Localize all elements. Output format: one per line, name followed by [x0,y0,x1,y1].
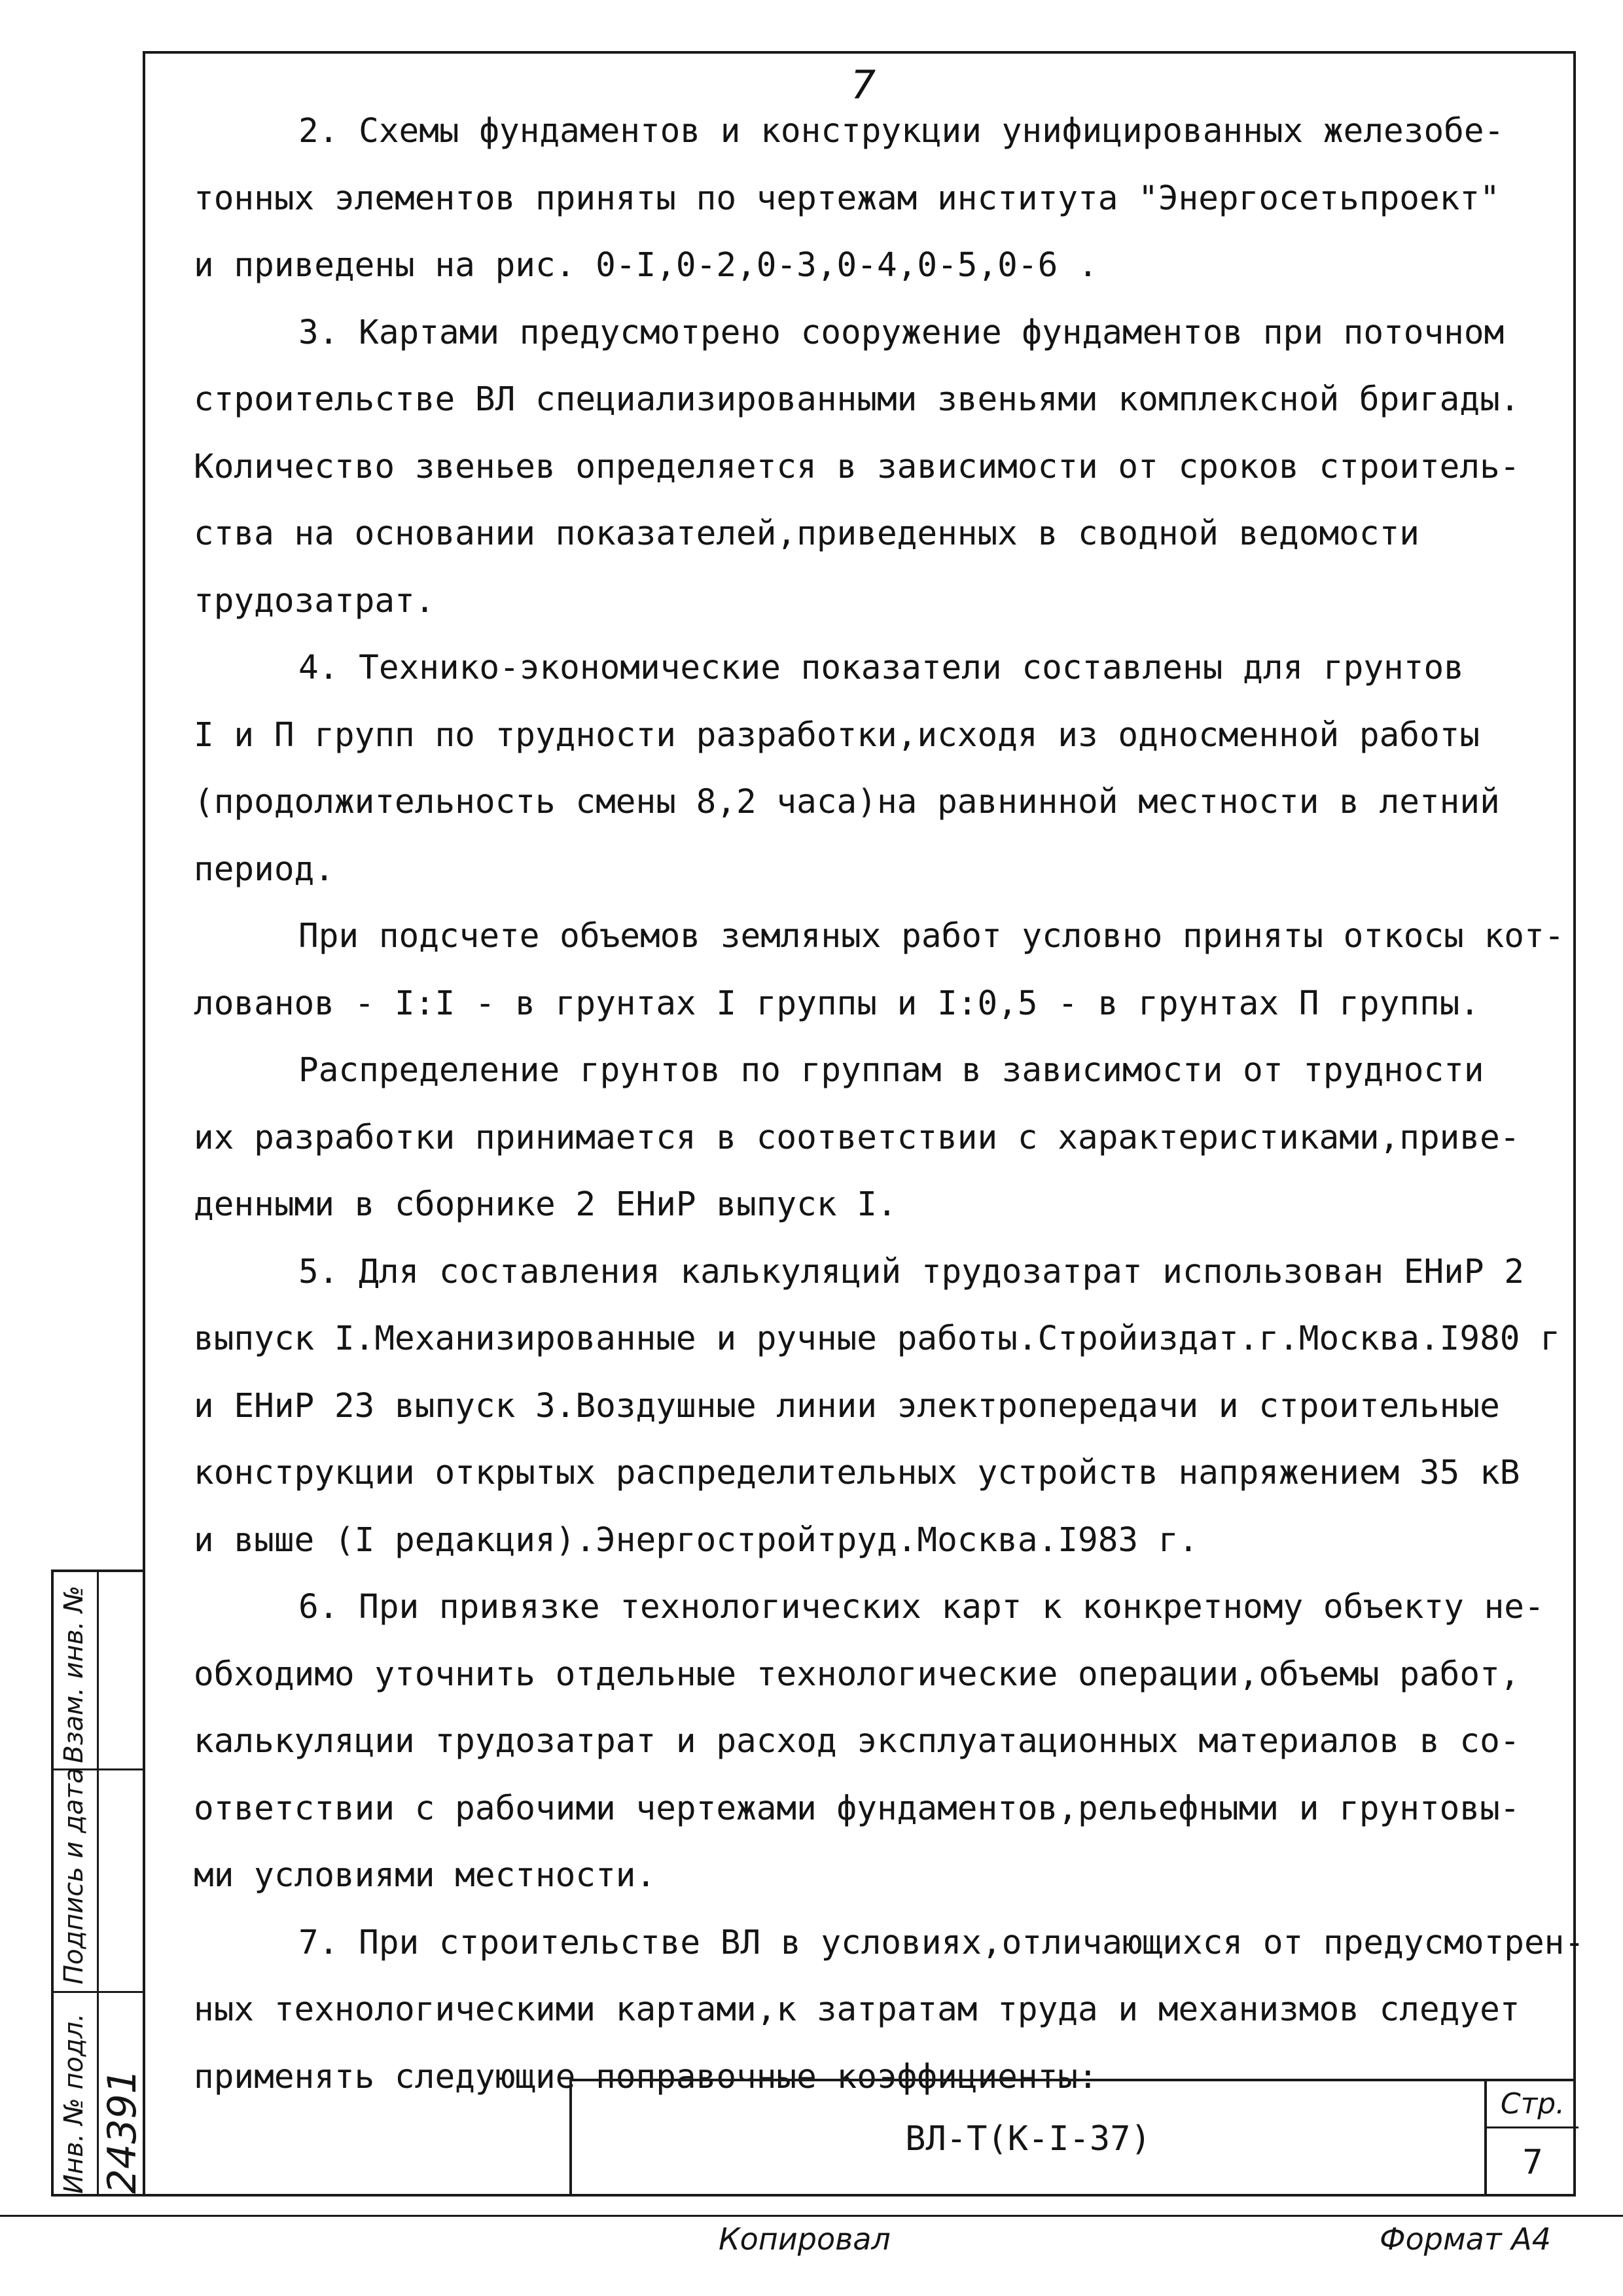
text-line: При подсчете объемов земляных работ условно приняты откосы кот- [298,917,1565,956]
page-number: 7 [851,62,876,108]
stamp-inv-label: Инв. № подл. [59,2013,89,2194]
text-line: их разработки принимается в соответствии с характеристиками,приве- [194,1118,1520,1157]
text-line: и приведены на рис. 0-I,0-2,0-3,0-4,0-5,0-6 . [194,246,1098,285]
text-line: ответствии с рабочими чертежами фундаментов,рельефными и грунтовы- [194,1789,1520,1828]
text-line: тонных элементов приняты по чертежам института "Энергосетьпроект" [194,179,1500,218]
text-line: трудозатрат. [194,581,435,620]
bottom-rule [0,2215,1623,2217]
text-line: 6. При привязке технологических карт к конкретному объекту не- [298,1588,1544,1626]
text-line: конструкции открытых распределительных устройств напряжением 35 кВ [194,1454,1520,1492]
title-block [569,2079,1576,2197]
body-text [194,98,1585,2111]
text-line: Количество звеньев определяется в зависимости от сроков строитель- [194,447,1520,486]
text-line: обходимо уточнить отдельные технологические операции,объемы работ, [194,1655,1520,1694]
stamp-vzam-label: Взам. инв. № [59,1585,89,1763]
text-line: (продолжительность смены 8,2 часа)на равнинной местности в летний [194,783,1500,821]
text-line: 4. Технико-экономические показатели составлены для грунтов [298,649,1464,687]
text-line: лованов - I:I - в грунтах I группы и I:0,5 - в грунтах П группы. [194,984,1480,1023]
text-line: 7. При строительстве ВЛ в условиях,отличающихся от предусмотрен- [298,1923,1585,1962]
text-line: применять следующие поправочные коэффициенты: [194,2057,1098,2096]
text-line: и выше (I редакция).Энергостройтруд.Москва.I983 г. [194,1520,1199,1560]
text-line: 2. Схемы фундаментов и конструкции унифицированных железобе- [298,112,1505,151]
document-code: ВЛ-Т(К-I-37) [572,2081,1487,2197]
text-line: 5. Для составления калькуляций трудозатрат использован ЕНиР 2 [298,1252,1524,1291]
text-line: ных технологическими картами,к затратам труда и механизмов следует [194,1990,1520,2029]
text-line: и ЕНиР 23 выпуск 3.Воздушные линии электропередачи и строительные [194,1386,1500,1426]
text-line: ми условиями местности. [194,1856,656,1895]
text-line: денными в сборнике 2 ЕНиР выпуск I. [194,1185,897,1224]
text-line: период. [194,850,334,889]
text-line: строительстве ВЛ специализированными звеньями комплексной бригады. [194,380,1520,419]
stamp-sign-label: Подпись и дата [59,1767,89,1984]
footer-format: Формат А4 [1380,2221,1551,2257]
stamp-inv-value: 24391 [99,2069,145,2194]
sheet-label: Стр. [1487,2081,1578,2128]
text-line: I и П групп по трудности разработки,исходя из односменной работы [194,715,1480,755]
stamp-divider [54,1991,145,1993]
text-line: калькуляции трудозатрат и расход эксплуатационных материалов в со- [194,1722,1520,1761]
text-line: 3. Картами предусмотрено сооружение фундаментов при поточном [298,313,1505,352]
text-line: Распределение грунтов по группам в зависимости от трудности [298,1051,1484,1090]
text-line: выпуск I.Механизированные и ручные работы.Стройиздат.г.Москва.I980 г [194,1319,1560,1358]
sheet-number: 7 [1522,2143,1543,2182]
side-stamp [51,1570,143,2197]
footer-copied: Копировал [719,2221,891,2257]
text-line: ства на основании показателей,приведенных в сводной ведомости [194,514,1419,553]
